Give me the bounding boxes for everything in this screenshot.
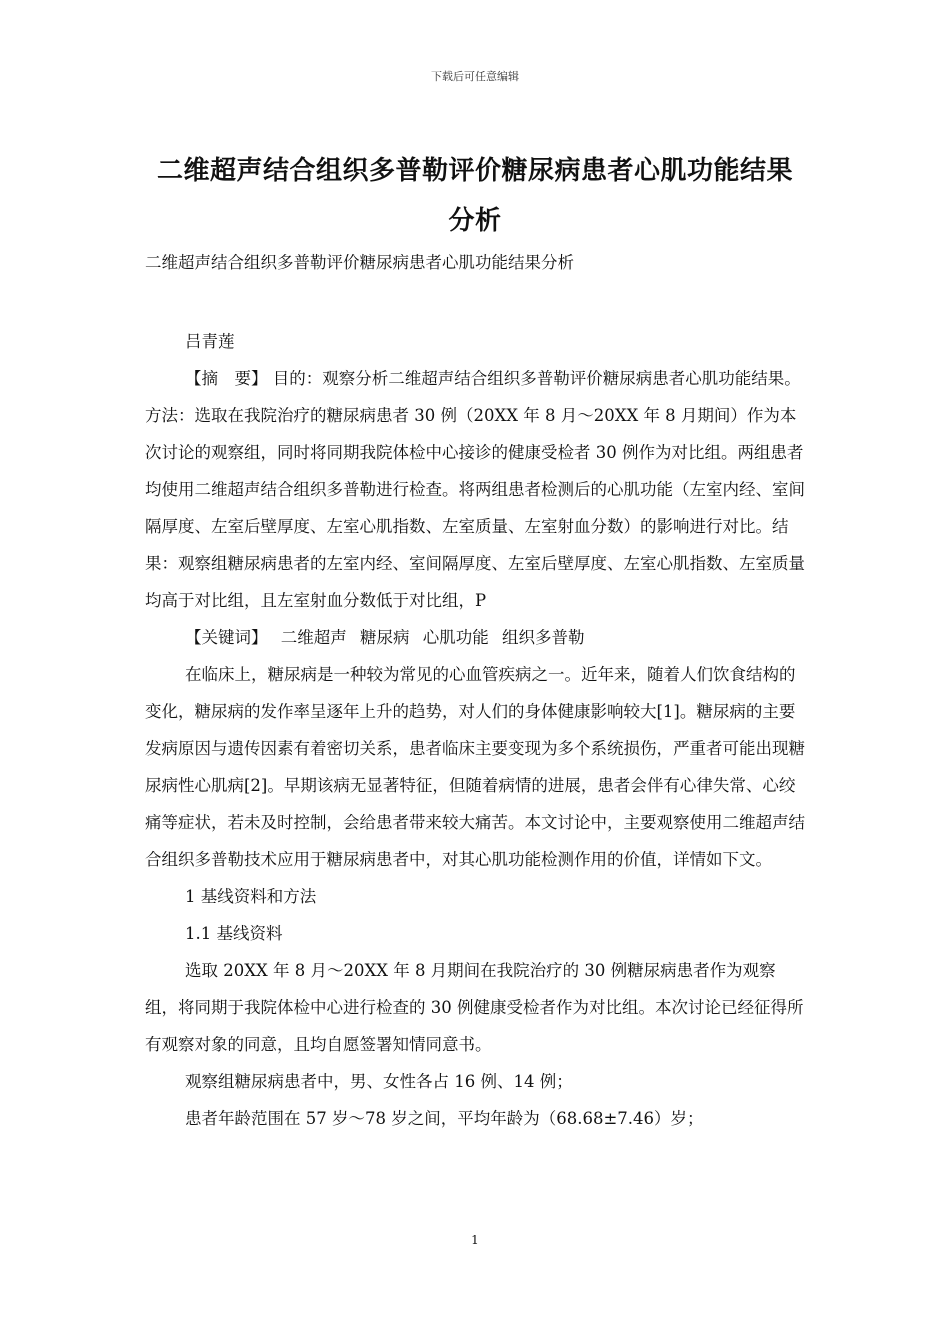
document-body <box>145 244 807 1137</box>
keyword-item: 心肌功能 <box>422 628 489 647</box>
abstract-text: 目的：观察分析二维超声结合组织多普勒评价糖尿病患者心肌功能结果。方法：选取在我院治疗的糖尿病患者 30 例（20XX 年 8 月～20XX 年 8 月期间）作为本次讨论的观察组，同时将同期我院体检中心接诊的健康受检者 30 例作为对比组。两组患者均使用二维超声结合组织多普勒进行检查。将两组患者检测后的心肌功能（左室内经、室间隔厚度、左室后壁厚度、左室心肌指数、左室质量、左室射血分数）的影响进行对比。结果：观察组糖尿病患者的左室内经、室间隔厚度、左室后壁厚度、左室心肌指数、左室质量均高于对比组，且左室射血分数低于对比组，P <box>145 369 805 610</box>
keyword-item: 糖尿病 <box>360 628 410 647</box>
subsection-heading: 1.1 基线资料 <box>185 924 283 943</box>
keywords-paragraph <box>145 619 807 656</box>
section-heading: 1 基线资料和方法 <box>185 887 317 906</box>
author-name: 吕青莲 <box>185 332 235 351</box>
keyword-item: 组织多普勒 <box>502 628 585 647</box>
age-line: 患者年龄范围在 57 岁～78 岁之间，平均年龄为（68.68±7.46）岁； <box>185 1109 704 1128</box>
gender-line: 观察组糖尿病患者中，男、女性各占 16 例、14 例； <box>185 1072 573 1091</box>
intro-paragraph: 在临床上，糖尿病是一种较为常见的心血管疾病之一。近年来，随着人们饮食结构的变化，糖尿病的发作率呈逐年上升的趋势，对人们的身体健康影响较大[1]。糖尿病的主要发病原因与遗传因素有着密切关系，患者临床主要变现为多个系统损伤，严重者可能出现糖尿病性心肌病[2]。早期该病无显著特征，但随着病情的进展，患者会伴有心律失常、心绞痛等症状，若未及时控制，会给患者带来较大痛苦。本文讨论中，主要观察使用二维超声结合组织多普勒技术应用于糖尿病患者中，对其心肌功能检测作用的价值，详情如下文。 <box>145 665 805 869</box>
abstract-label: 【摘 要】 <box>185 369 268 388</box>
page-header-note: 下载后可任意编辑 <box>431 70 519 83</box>
keywords-label: 【关键词】 <box>185 628 268 647</box>
keyword-item: 二维超声 <box>280 628 347 647</box>
document-subtitle: 二维超声结合组织多普勒评价糖尿病患者心肌功能结果分析 <box>145 253 574 272</box>
page-number: 1 <box>471 1233 479 1247</box>
abstract-paragraph <box>145 360 807 619</box>
document-title: 二维超声结合组织多普勒评价糖尿病患者心肌功能结果分析 <box>156 156 793 236</box>
baseline-paragraph: 选取 20XX 年 8 月～20XX 年 8 月期间在我院治疗的 30 例糖尿病患者作为观察组，将同期于我院体检中心进行检查的 30 例健康受检者作为对比组。本次讨论已经征得所有观察对象的同意，且均自愿签署知情同意书。 <box>145 961 804 1054</box>
